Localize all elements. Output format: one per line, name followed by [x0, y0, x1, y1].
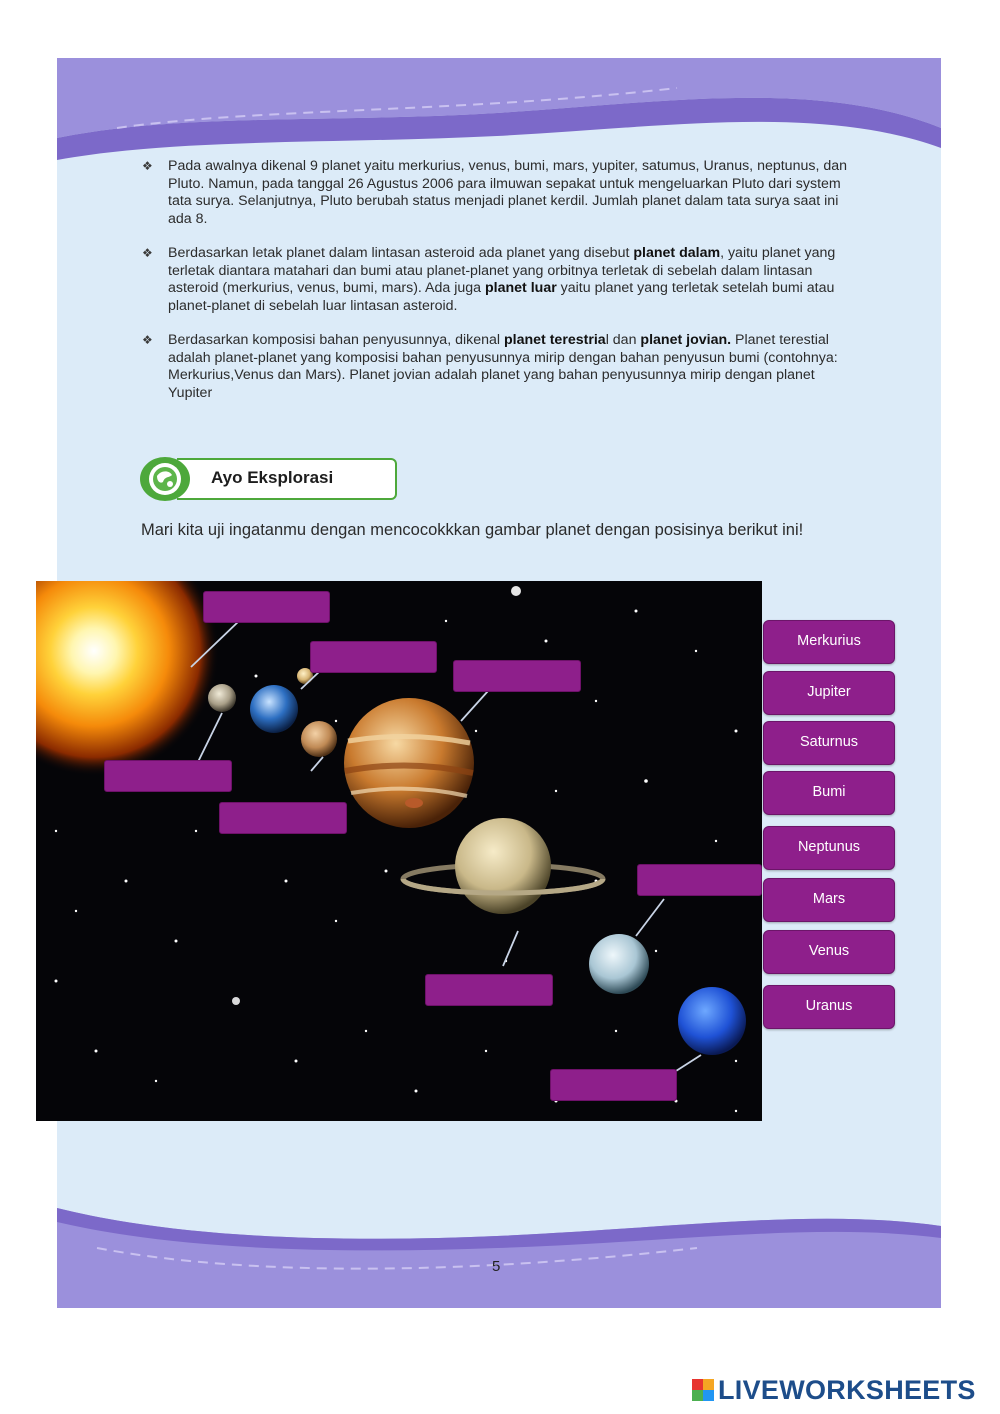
answer-box-5[interactable]	[219, 802, 347, 834]
bullet-text: l dan	[605, 332, 641, 348]
option-venus[interactable]: Venus	[763, 930, 895, 974]
bold-term-planet-terestrial: planet terestria	[503, 332, 606, 348]
answer-box-7[interactable]	[425, 974, 553, 1006]
bullet-item-planet-count	[142, 158, 862, 228]
answer-box-2[interactable]	[310, 641, 437, 673]
bullet-text: Berdasarkan letak planet dalam lintasan asteroid ada planet yang disebut	[168, 245, 634, 261]
answer-box-8[interactable]	[550, 1069, 677, 1101]
bold-term-planet-luar: planet luar	[484, 280, 557, 296]
bullet-text: yaitu planet yang terletak setelah bumi atau planet-planet di sebelah luar lintasan asteroid.	[168, 280, 835, 314]
neptune-planet-graphic	[678, 987, 746, 1055]
option-neptunus[interactable]: Neptunus	[763, 826, 895, 870]
answer-box-4[interactable]	[104, 760, 232, 792]
sun-planet-graphic	[36, 581, 219, 776]
option-saturnus[interactable]: Saturnus	[763, 721, 895, 765]
jupiter-planet-graphic	[344, 698, 474, 828]
option-merkurius[interactable]: Merkurius	[763, 620, 895, 664]
bullet-text: Berdasarkan komposisi bahan penyusunnya, dikenal	[168, 332, 504, 348]
option-mars[interactable]: Mars	[763, 878, 895, 922]
answer-box-3[interactable]	[453, 660, 581, 692]
option-jupiter[interactable]: Jupiter	[763, 671, 895, 715]
instruction-text: Mari kita uji ingatanmu dengan mencocokkkan gambar planet dengan posisinya berikut ini!	[141, 521, 804, 539]
bullet-text: , yaitu planet yang terletak diantara matahari dan bumi atau planet-planet yang orbitnya terletak di sebelah dalam lintasan asteroid (merkurius, venus, bumi, mars). Ada juga	[168, 245, 836, 296]
diamond-bullet-icon: ❖	[142, 246, 153, 260]
bullet-item-inner-outer-planets	[142, 245, 862, 315]
saturn-planet-graphic	[403, 818, 603, 914]
answer-box-6[interactable]	[637, 864, 762, 896]
bullet-text: Pada awalnya dikenal 9 planet yaitu merkurius, venus, bumi, mars, yupiter, satumus, Uranus, neptunus, dan Pluto. Namun, pada tanggal 26 Agustus 2006 para ilmuwan sepakat untuk mengeluarkan Pluto dari system tata surya. Selanjutnya, Pluto berubah status menjadi planet kerdil. Jumlah planet dalam tata surya saat ini ada 8.	[168, 158, 847, 227]
option-bumi[interactable]: Bumi	[763, 771, 895, 815]
mars-planet-graphic	[301, 721, 337, 757]
explore-badge	[139, 456, 399, 502]
option-uranus[interactable]: Uranus	[763, 985, 895, 1029]
bold-term-planet-jovian: planet jovian.	[640, 332, 732, 348]
solar-system-image	[36, 581, 762, 1121]
mercury-planet-graphic	[208, 684, 236, 712]
uranus-planet-graphic	[589, 934, 649, 994]
answer-box-1[interactable]	[203, 591, 330, 623]
liveworksheets-logo[interactable]	[692, 1373, 976, 1407]
bullet-text: Planet terestial adalah planet-planet yang komposisi bahan penyusunnya mirip dengan bahan penyusun bumi (contohnya: Merkurius,Venus dan Mars). Planet jovian adalah planet yang bahan penyusunnya mirip dengan planet Yupiter	[168, 332, 838, 401]
explore-globe-icon	[139, 456, 191, 502]
earth-planet-graphic	[250, 685, 298, 733]
diamond-bullet-icon: ❖	[142, 159, 153, 173]
logo-squares-icon	[692, 1379, 714, 1401]
logo-text: LIVEWORKSHEETS	[718, 1374, 976, 1405]
page-number: 5	[492, 1258, 501, 1275]
bullet-list	[142, 158, 862, 419]
bold-term-planet-dalam: planet dalam	[633, 245, 721, 261]
diamond-bullet-icon: ❖	[142, 333, 153, 347]
explore-title: Ayo Eksplorasi	[211, 468, 334, 487]
bullet-item-planet-composition	[142, 332, 862, 402]
